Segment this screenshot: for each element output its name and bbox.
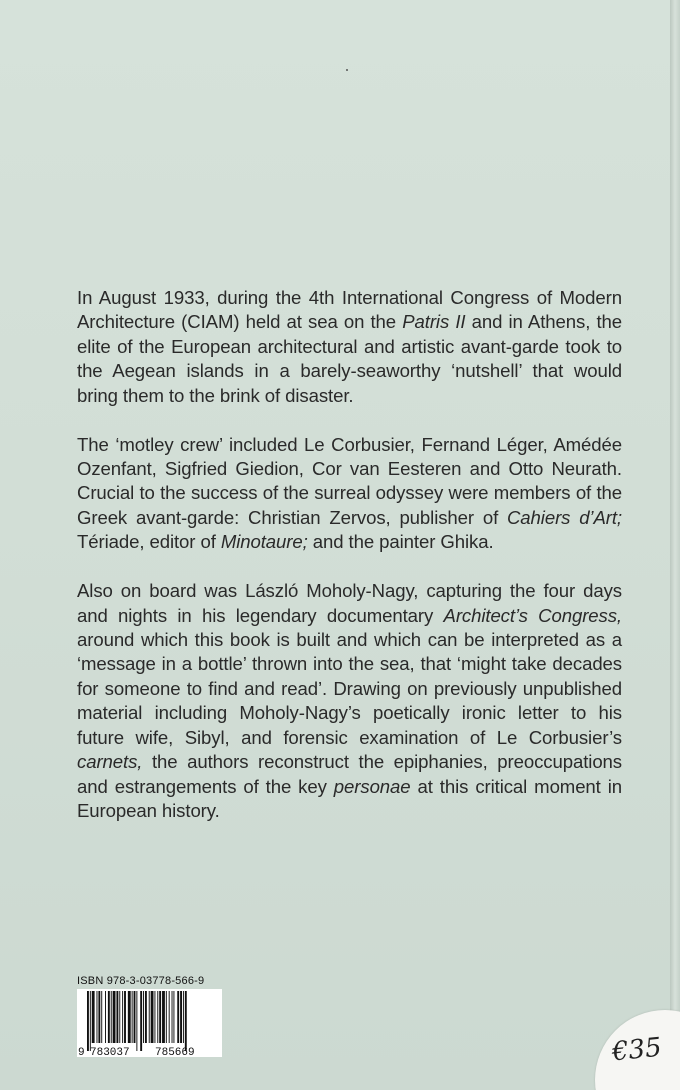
barcode-bar bbox=[177, 991, 179, 1043]
text-run: Also on board was László Moholy-Nagy, capturing the four days and nights in his legendary documentary bbox=[77, 580, 622, 626]
barcode-bar bbox=[132, 991, 133, 1043]
barcode-bar bbox=[111, 991, 112, 1043]
barcode-bar bbox=[119, 991, 120, 1043]
barcode-digits-left: 783037 bbox=[90, 1047, 130, 1057]
barcode-bar bbox=[108, 991, 110, 1043]
barcode-bar bbox=[180, 991, 182, 1043]
text-run: The ‘motley crew’ included Le Corbusier, Fernand Léger, Amédée Ozenfant, Sigfried Giedion, Cor van Eesteren and Otto Neurath. Crucial to the success of the surreal odyssey were members of the Greek avant-garde: Christian Zervos, publisher of bbox=[77, 433, 622, 528]
italic-text-run: Minotaure; bbox=[220, 531, 308, 553]
barcode-bar bbox=[101, 991, 102, 1043]
barcode-bar bbox=[122, 991, 123, 1043]
barcode-bar bbox=[151, 991, 154, 1043]
price-label: €35 bbox=[610, 1032, 664, 1068]
barcode-bar bbox=[166, 991, 167, 1043]
isbn-barcode bbox=[77, 975, 227, 1057]
barcode-digits-right: 785669 bbox=[155, 1047, 195, 1057]
barcode-bar bbox=[140, 991, 142, 1051]
barcode-bar bbox=[159, 991, 161, 1043]
barcode-bar bbox=[154, 991, 155, 1043]
barcode-digit-first: 9 bbox=[78, 1047, 85, 1057]
barcode-bar bbox=[136, 991, 137, 1051]
barcode-bar bbox=[87, 991, 89, 1051]
text-run: at this critical moment in European history. bbox=[77, 775, 622, 821]
barcode-bar bbox=[162, 991, 165, 1043]
italic-text-run: Patris II bbox=[402, 311, 466, 333]
barcode-bar bbox=[113, 991, 116, 1043]
barcode-bar bbox=[128, 991, 131, 1043]
barcode-bar bbox=[172, 991, 173, 1043]
blurb-paragraph-2 bbox=[77, 433, 622, 555]
barcode-bar bbox=[92, 991, 95, 1043]
barcode-bar bbox=[185, 991, 187, 1051]
italic-text-run: carnets, bbox=[77, 751, 143, 773]
barcode-graphic bbox=[77, 989, 222, 1057]
text-run: the authors reconstruct the epiphanies, preoccupations and estrangements of the key bbox=[77, 751, 622, 797]
text-run: around which this book is built and which can be interpreted as a ‘message in a bottle’ thrown into the sea, that ‘might take decades for someone to find and read’. Drawing on previously unpublished material including Moholy-Nagy’s poetically ironic letter to his future wife, Sibyl, and forensic examination of Le Corbusier’s bbox=[77, 629, 622, 748]
italic-text-run: Cahiers d’Art; bbox=[506, 506, 622, 528]
barcode-bar bbox=[124, 991, 126, 1043]
italic-text-run: Architect’s Congress, bbox=[443, 604, 622, 626]
cover-edge bbox=[670, 0, 680, 1090]
barcode-bar bbox=[116, 991, 118, 1043]
barcode-bar bbox=[90, 991, 91, 1051]
text-run: In August 1933, during the 4th International Congress of Modern Architecture (CIAM) held at sea on the bbox=[77, 287, 622, 333]
blurb-paragraph-3 bbox=[77, 579, 622, 823]
barcode-bar bbox=[105, 991, 106, 1043]
text-run: Tériade, editor of bbox=[77, 531, 221, 553]
text-run: and the painter Ghika. bbox=[307, 531, 494, 553]
barcode-bar bbox=[169, 991, 170, 1043]
barcode-bar bbox=[149, 991, 150, 1043]
barcode-bar bbox=[157, 991, 158, 1043]
barcode-bar bbox=[98, 991, 100, 1043]
barcode-bar bbox=[145, 991, 147, 1043]
barcode-bar bbox=[143, 991, 144, 1043]
barcode-bar bbox=[183, 991, 184, 1043]
isbn-label: ISBN 978-3-03778-566-9 bbox=[77, 975, 205, 987]
text-run: and in Athens, the elite of the European architectural and artistic avant-garde took to the Aegean islands in a barely-seaworthy ‘nutshell’ that would bring them to the brink of disaster. bbox=[77, 311, 622, 406]
cover-speck bbox=[346, 69, 348, 71]
barcode-bar bbox=[134, 991, 136, 1043]
barcode-bar bbox=[97, 991, 98, 1043]
italic-text-run: personae bbox=[333, 775, 411, 797]
blurb-text bbox=[77, 286, 622, 848]
barcode-bar bbox=[173, 991, 174, 1043]
blurb-paragraph-1 bbox=[77, 286, 622, 408]
